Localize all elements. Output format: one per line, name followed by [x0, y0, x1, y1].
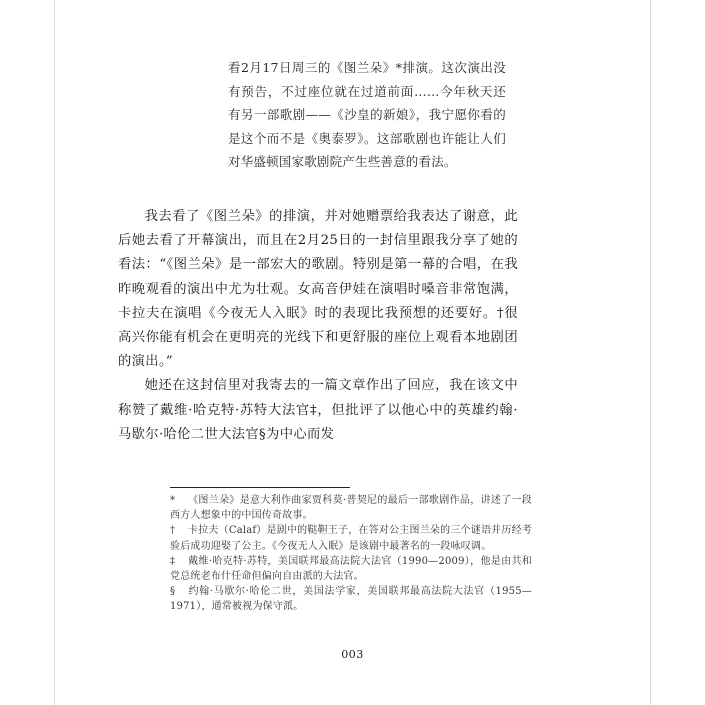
footnote-rule: [170, 487, 350, 488]
footnote-text: 《图兰朵》是意大利作曲家贾科莫·普契尼的最后一部歌剧作品，讲述了一段西方人想象中的中国传奇故事。: [170, 495, 532, 522]
footnote-text: 卡拉夫（Calaf）是剧中的鞑靼王子，在答对公主图兰朵的三个谜语并历经考验后成功迎娶了公主。《今夜无人入眠》是该剧中最著名的一段咏叹调。: [170, 525, 532, 552]
footnote-mark: *: [170, 495, 176, 506]
footnote-mark: †: [170, 525, 176, 537]
page-body: [118, 56, 518, 447]
page-number: 003: [341, 648, 364, 661]
footnote-2: [170, 523, 532, 553]
footnote-3: [170, 554, 532, 584]
footnotes: [170, 493, 532, 615]
footnote-text: 戴维·哈克特·苏特，美国联邦最高法院大法官（1990—2009），他是由共和党总统老布什任命但偏向自由派的大法官。: [170, 555, 532, 583]
footnote-1: [170, 493, 532, 523]
footnote-mark: §: [170, 586, 176, 598]
paragraph-1: 我去看了《图兰朵》的排演，并对她赠票给我表达了谢意，此后她去看了开幕演出，而且在2月25日的一封信里跟我分享了她的看法：“《图兰朵》是一部宏大的歌剧。特别是第一幕的合唱，在我昨晚观看的演出中尤为壮观。女高音伊娃在演唱时嗓音非常饱满，卡拉夫在演唱《今夜无人入眠》时的表现比我预想的还要好。†很高兴你能有机会在更明亮的光线下和更舒服的座位上观看本地剧团的演出。”: [118, 208, 518, 370]
letter-quote: 看2月17日周三的《图兰朵》*排演。这次演出没有预告，不过座位就在过道前面……今年秋天还有另一部歌剧——《沙皇的新娘》，我宁愿你看的是这个而不是《奥泰罗》。这部歌剧也许能让人们对华盛顿国家歌剧院产生些善意的看法。: [228, 60, 506, 170]
main-text: [118, 205, 518, 447]
paragraph-2: 她还在这封信里对我寄去的一篇文章作出了回应，我在该文中称赞了戴维·哈克特·苏特大法官‡，但批评了以他心中的英雄约翰·马歇尔·哈伦二世大法官§为中心而发: [118, 378, 518, 442]
footnote-mark: ‡: [170, 555, 176, 567]
footnote-4: [170, 584, 532, 614]
footnote-text: 约翰·马歇尔·哈伦二世，美国法学家，美国联邦最高法院大法官（1955—1971），通常被视为保守派。: [170, 586, 532, 613]
